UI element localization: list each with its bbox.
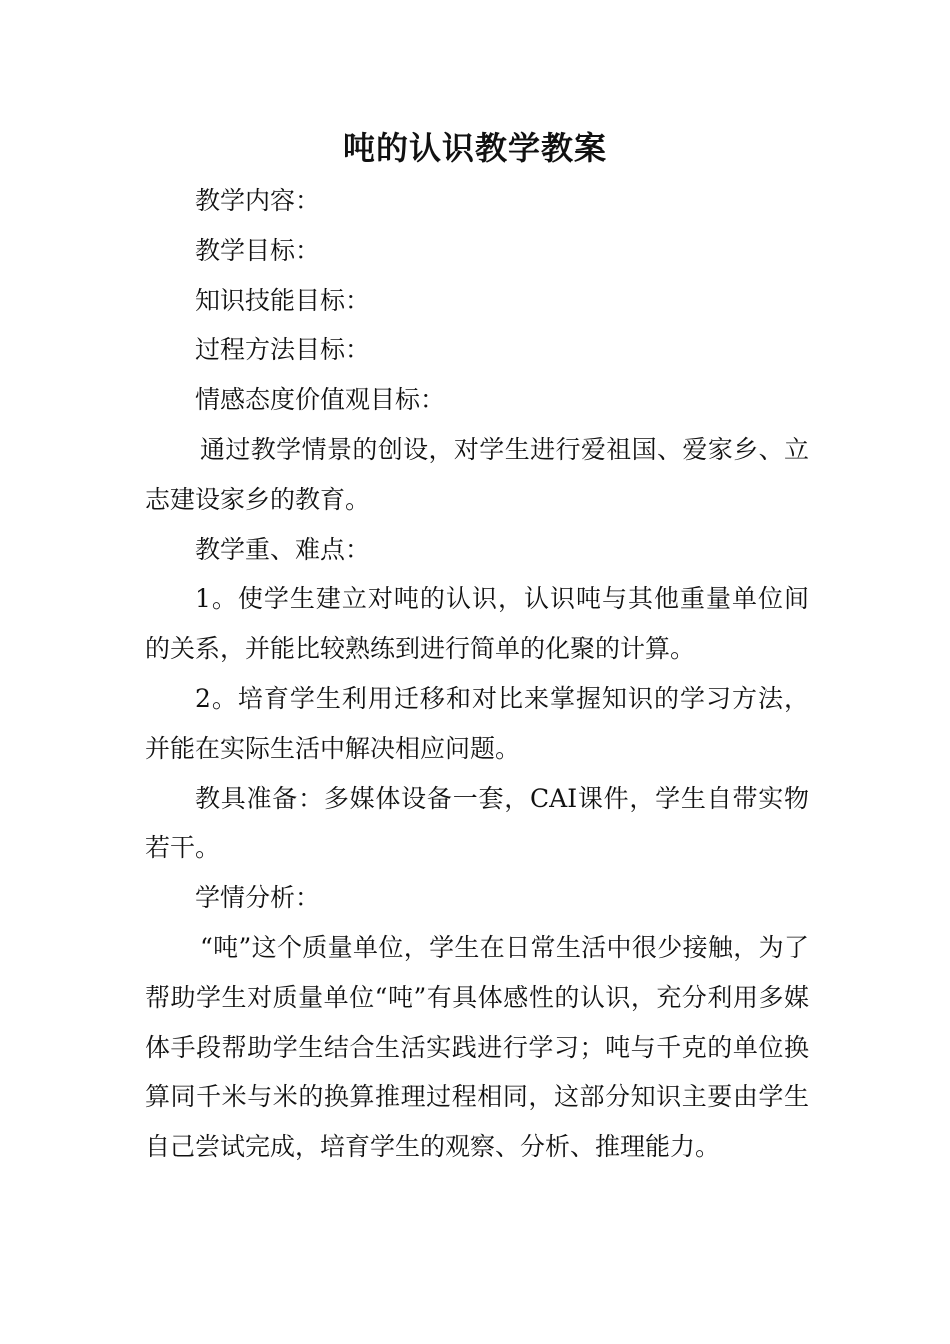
paragraph-analysis-detail: “吨”这个质量单位，学生在日常生活中很少接触，为了帮助学生对质量单位“吨”有具体感性的认识，充分利用多媒体手段帮助学生结合生活实践进行学习；吨与千克的单位换算同千米与米的换算推理过程相同，这部分知识主要由学生自己尝试完成，培育学生的观察、分析、推理能力。 [145, 932, 809, 1162]
paragraph-teaching-content: 教学内容： [195, 186, 321, 215]
paragraph-teaching-aids: 教具准备：多媒体设备一套，CAI课件，学生自带实物若干。 [145, 783, 809, 863]
paragraph-patriotism-education: 通过教学情景的创设，对学生进行爱祖国、爱家乡、立志建设家乡的教育。 [145, 434, 809, 514]
paragraph-point-1: 1。使学生建立对吨的认识，认识吨与其他重量单位间的关系，并能比较熟练到进行简单的化聚的计算。 [145, 584, 809, 664]
paragraph-key-difficult-points: 教学重、难点： [195, 534, 371, 564]
document-title: 吨的认识教学教案 [342, 129, 607, 167]
paragraph-process-goals: 过程方法目标： [195, 335, 371, 365]
paragraph-knowledge-goals: 知识技能目标： [195, 285, 371, 315]
paragraph-point-2: 2。培育学生利用迁移和对比来掌握知识的学习方法，并能在实际生活中解决相应问题。 [145, 683, 809, 763]
paragraph-attitude-goals: 情感态度价值观目标： [195, 385, 446, 415]
document-body [145, 176, 809, 1172]
paragraph-learning-analysis: 学情分析： [195, 883, 321, 913]
paragraph-teaching-goals: 教学目标： [195, 235, 321, 265]
